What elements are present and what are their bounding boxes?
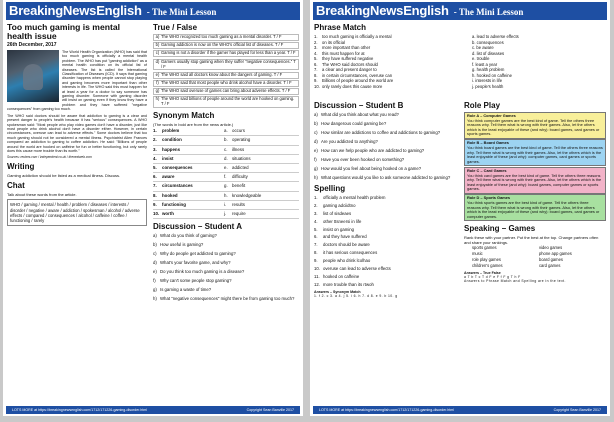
speaking-item: phone app games — [539, 251, 572, 257]
role-card-text: You think card games are the best kind of game. Tell the others three reasons why. Tell them what is wrong with their games. Also, let the others which is the least enjoyable of these (and why): board games, computer games or sports games. — [467, 172, 602, 192]
true-false-list — [153, 34, 299, 108]
true-false-item: f) The WHO said that most people who drink alcohol have a disorder. T / F — [153, 80, 299, 87]
spelling-item: 1. officially a mental health problem — [314, 195, 386, 200]
synonym-match-note: (The words in bold are from the news article.) — [153, 122, 234, 128]
speaking-item: music — [472, 251, 483, 257]
true-false-heading: True / False — [153, 23, 198, 32]
footer-link[interactable]: LOTS MORE at https://breakingnewsenglish.com/1712/171226-gaming-disorder.html — [319, 408, 455, 412]
discussion-a-heading: Discussion – Student A — [153, 222, 243, 232]
exercises-column — [153, 23, 299, 405]
header-banner — [6, 2, 300, 20]
speaking-item: board games — [539, 256, 563, 262]
discussion-question: h) What questions would you like to ask someone addicted to gaming? — [314, 175, 451, 180]
discussion-question: c) How similar are addictions to coffee and addictions to gaming? — [314, 130, 441, 135]
role-card-title: Role D – Sports Games — [467, 195, 511, 201]
phrase-match-section — [314, 23, 606, 95]
synonym-row: 5. consequences e. addicted — [153, 164, 299, 173]
writing-prompt: Gaming addiction should be listed as a medical illness. Discuss. — [7, 173, 121, 179]
true-false-item: a) The WHO recognized too much gaming as a mental disorder. T / F — [153, 34, 299, 41]
discussion-question: d) Are you addicted to anything? — [314, 139, 378, 144]
role-card-title: Role C – Card Games — [467, 167, 507, 173]
synonym-match-table — [153, 127, 299, 219]
phrase-row: 6. The WHO said doctors should f. least a year — [314, 61, 498, 67]
brand-title: BreakingNewsEnglish — [9, 3, 142, 18]
article-paragraph: The WHO said doctors should be aware that addiction to gaming is a clear and present danger to people's health because it has "serious" consequences. A WHO spokesman said: "Most people who play video games don't have a disorder, just like most people who drink alcohol don't have a disorder either. However, in certain circumstances, overuse can lead to adverse effects." Some doctors believe that too much gaming should not be considered a mental illness. Psychiatrist Allen Frances compared an addiction to gaming to coffee addiction. He said: "Billions of people around the world are hooked on caffeine for fun or better functioning, but only rarely does this cause more trouble than its worth." — [7, 113, 147, 153]
phrase-row: 10. only rarely does this cause more j. people's health — [314, 83, 504, 89]
role-card-c — [464, 167, 606, 194]
spelling-item: 6. and they have suffered — [314, 234, 367, 240]
role-card-d — [464, 194, 606, 221]
mini-lesson-subtitle: - The Mini Lesson — [146, 7, 217, 17]
footer-copyright: Copyright Sean Banville 2017 — [246, 408, 294, 412]
discussion-question: h) What "negative consequences" might there be from gaming too much? — [153, 296, 295, 302]
speaking-heading: Speaking – Games — [464, 224, 536, 234]
discussion-question: b) How useful is gaming? — [153, 242, 204, 248]
discussion-question: d) What's your favorite game, and why? — [153, 260, 231, 266]
phrase-row: 3. more important than other c. be aware — [314, 45, 494, 50]
discussion-question: b) How dangerous could gaming be? — [314, 121, 387, 126]
spelling-item: 9. people who drink lcolhao — [314, 258, 371, 264]
synonym-match-heading: Synonym Match — [153, 111, 215, 121]
phrase-row: 7. a clear and present danger to g. health problem — [314, 67, 505, 72]
role-card-title: Role A – Computer Games — [467, 113, 516, 118]
true-false-answers-label: Answers – True False — [464, 270, 501, 275]
true-false-item: h) The WHO said billions of people around the world are hooked on gaming. T / F — [153, 96, 299, 108]
role-card-text: You think board games are the best kind of game. Tell the others three reasons why. Tell them what is wrong with their games. Also, let the others which is the least enjoyable of these (and why): computer games, card games or sports games. — [467, 145, 603, 164]
synonym-answers-label: Answers – Synonym Match — [314, 289, 361, 294]
synonym-row: 7. circumstances g. benefit — [153, 182, 299, 191]
role-play-column — [464, 101, 606, 405]
other-answers-note: Answers to Phrase Match and Spelling are in the text. — [464, 278, 566, 283]
role-card-text: You think sports games are the best kind of game. Tell the others three reasons why. Tell them what is wrong with their games. Also, let the others which is the least enjoyable of these (and why): board games, card games or computer games. — [467, 200, 600, 219]
speaking-item: card games — [539, 262, 561, 268]
article-photo — [7, 50, 59, 102]
article-date: 26th December, 2017 — [7, 42, 57, 48]
role-play-heading: Role Play — [464, 101, 501, 110]
phrase-row: 5. they have suffered negative e. trouble — [314, 56, 490, 61]
discussion-question: e) How can we help people who are addicted to gaming? — [314, 148, 425, 153]
synonym-row: 10. worth j. require — [153, 210, 299, 219]
synonym-row: 3. happens c. illness — [153, 146, 299, 155]
discussion-question: a) What do you think of gaming? — [153, 233, 217, 239]
phrase-row: 2. on its official b. consequences — [314, 39, 504, 45]
spelling-item: 5. insist on gaming — [314, 226, 355, 232]
discussion-a-list — [153, 233, 299, 301]
footer-banner — [6, 406, 300, 414]
speaking-item: video games — [539, 245, 563, 251]
spelling-item: 2. gaming adciidtno — [314, 202, 356, 208]
spelling-item: 8. it has serious consequences — [314, 250, 378, 256]
mini-lesson-subtitle: - The Mini Lesson — [453, 7, 524, 17]
spelling-item: 3. list of sisdeaes — [314, 210, 352, 216]
phrase-match-heading: Phrase Match — [314, 23, 367, 32]
footer-link[interactable]: LOTS MORE at https://breakingnewsenglish.com/1712/171226-gaming-disorder.html — [12, 408, 148, 412]
true-false-item: b) Gaming addiction is now on the WHO's official list of diseases. T / F — [153, 42, 299, 49]
discussion-b-column — [314, 101, 460, 405]
phrase-row: 1. too much gaming is officially a mental a. lead to adverse effects — [314, 34, 519, 39]
article-column — [7, 23, 147, 405]
role-card-title: Role B – Board Games — [467, 140, 509, 146]
discussion-question: f) Why can't some people stop gaming? — [153, 278, 232, 284]
discussion-question: c) Why do people get addicted to gaming? — [153, 251, 236, 257]
article-sources: Sources: reuters.com / independent.co.uk / thenextweb.com — [7, 155, 92, 160]
article-title: Too much gaming is mental health issue — [7, 23, 121, 41]
article-body — [7, 50, 147, 153]
writing-heading: Writing — [7, 162, 35, 172]
worksheet-page-left — [3, 0, 303, 416]
speaking-item: role play games — [472, 256, 501, 262]
discussion-question: f) Have you ever been hooked on something? — [314, 157, 405, 162]
role-card-text: You think computer games are the best kind of game. Tell the others three reasons why. Tell them what is wrong with their games. Also, let the others which is the least enjoyable of these (and why): board games, card games or sports games. — [467, 117, 600, 137]
role-card-b — [464, 139, 606, 166]
discussion-b-heading: Discussion – Student B — [314, 101, 404, 110]
discussion-question: g) Is gaming a waste of time? — [153, 287, 212, 293]
synonym-answers: 1. f 2. c 3. a 4. j 5. i 6. h 7. d 8. e 9. b 10. g — [314, 293, 398, 298]
true-false-item: c) Gaming is not a disorder if the gamer has played for less than a year. T / F — [153, 50, 299, 57]
synonym-row: 2. condition b. operating — [153, 136, 299, 145]
synonym-row: 8. hooked h. knowledgeable — [153, 192, 299, 201]
footer-banner — [313, 406, 607, 414]
discussion-question: a) What did you think about what you read? — [314, 112, 399, 117]
true-false-item: g) The WHO said overuse of games can bring about adverse effects. T / F — [153, 88, 299, 95]
spelling-item: 10. overuse can lead to adverse effects — [314, 266, 391, 272]
synonym-row: 4. insist d. situations — [153, 155, 299, 164]
synonym-row: 9. functioning i. results — [153, 201, 299, 210]
speaking-intro: Rank these with your partner. Put the best at the top. Change partners often and share your rankings. — [464, 235, 599, 246]
spelling-item: 11. hooked on caffeine — [314, 273, 360, 279]
spelling-item: 7. doctors should be aware — [314, 242, 370, 248]
phrase-row: 4. this must happen for at d. list of diseases — [314, 50, 505, 56]
chat-intro: Talk about these words from the article. — [7, 192, 77, 198]
synonym-row: 6. aware f. difficulty — [153, 173, 299, 182]
true-false-answers: a T b T c T d F e F f F g T h F — [464, 274, 521, 279]
true-false-item: e) The WHO said all doctors know about the dangers of gaming. T / F — [153, 72, 299, 79]
spelling-item: 4. other ttsneersi in life — [314, 218, 362, 224]
discussion-question: g) How would you feel about being hooked on a game? — [314, 166, 422, 171]
phrase-row: 8. in certain circumstances, overuse can h. hooked on caffeine — [314, 72, 512, 78]
footer-copyright: Copyright Sean Banville 2017 — [553, 408, 601, 412]
article-paragraph: The World Health Organization (WHO) has said that too much gaming is officially a mental health problem. The WHO has put "gaming addiction" as a mental health condition on its official list of diseases. The list is called the International Classification of Diseases (ICD). It says that gaming disorder happens when people cannot stop playing and gaming becomes more important than other interests in life. The WHO said this must happen for at least a year for a doctor to say someone has gaming disorder. Someone with gaming disorder will insist on gaming even if they know they have a problem and they have suffered "negative consequences" from gaming too much. — [7, 50, 147, 112]
speaking-item: children's games — [472, 262, 503, 268]
chat-heading: Chat — [7, 181, 25, 191]
synonym-row: 1. problem a. occurs — [153, 127, 299, 136]
header-banner — [313, 2, 607, 20]
phrase-row: 9. Billions of people around the world are i. interests in life — [314, 78, 503, 83]
discussion-question: e) Do you think too much gaming is a disease? — [153, 269, 245, 275]
worksheet-page-right — [310, 0, 610, 416]
speaking-item: sports games — [472, 245, 497, 251]
brand-title: BreakingNewsEnglish — [316, 3, 449, 18]
spelling-item: 12. more trouble than its rtwoh — [314, 281, 374, 287]
role-card-a — [464, 112, 606, 139]
true-false-item: d) Gamers usually stop gaming when they suffer "negative consequences." T / F — [153, 59, 299, 71]
chat-word-box: WHO / gaming / mental / health / problem / diseases / interests / disorder / negative / aware / addiction / spokesman / alcohol / adverse effects / compared / consequences / alcohol / caffeine / coffee / functioning / rarely — [7, 199, 147, 226]
spelling-heading: Spelling — [314, 184, 346, 193]
speaking-list — [464, 245, 606, 268]
